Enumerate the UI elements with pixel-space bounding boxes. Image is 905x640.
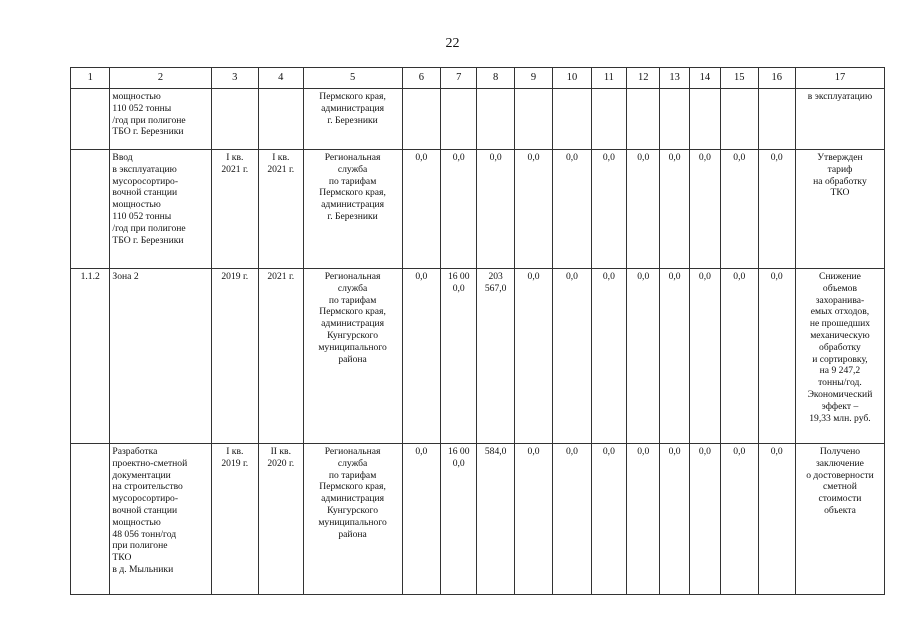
row-measure: Зона 2 xyxy=(110,269,211,444)
table-row xyxy=(71,150,885,269)
header-cell: 3 xyxy=(211,68,259,89)
row-value: 0,0 xyxy=(689,269,720,444)
row-result: Получено заключение о достоверности сметной стоимости объекта xyxy=(795,444,884,595)
row-value: 16 00 0,0 xyxy=(441,269,477,444)
table-row xyxy=(71,269,885,444)
row-value: 0,0 xyxy=(402,150,440,269)
row-value xyxy=(477,89,514,150)
row-code xyxy=(71,150,110,269)
row-value: 0,0 xyxy=(402,269,440,444)
row-result: Снижение объемов захоранива- емых отходов, не прошедших механическую обработку и сортировку, на 9 247,2 тонны/год. Экономический эффект – 19,33 млн. руб. xyxy=(795,269,884,444)
row-value: 0,0 xyxy=(660,269,689,444)
row-end-date: I кв. 2021 г. xyxy=(259,150,303,269)
header-cell: 12 xyxy=(627,68,660,89)
row-measure: Ввод в эксплуатацию мусоросортиро- вочной станции мощностью 110 052 тонны /год при полигоне ТБО г. Березники xyxy=(110,150,211,269)
row-end-date: 2021 г. xyxy=(259,269,303,444)
row-value: 0,0 xyxy=(627,444,660,595)
row-value: 0,0 xyxy=(514,269,552,444)
header-cell: 6 xyxy=(402,68,440,89)
table-row xyxy=(71,444,885,595)
table-row xyxy=(71,89,885,150)
row-value: 0,0 xyxy=(591,269,626,444)
row-end-date: II кв. 2020 г. xyxy=(259,444,303,595)
row-value xyxy=(721,89,758,150)
row-executor: Региональная служба по тарифам Пермского края, администрация Кунгурского муниципального района xyxy=(303,269,402,444)
row-value: 0,0 xyxy=(514,444,552,595)
row-value xyxy=(660,89,689,150)
row-value xyxy=(758,89,795,150)
row-value: 0,0 xyxy=(627,150,660,269)
row-measure: Разработка проектно-сметной документации на строительство мусоросортиро- вочной станции мощностью 48 056 тонн/год при полигоне ТКО в д. Мыльники xyxy=(110,444,211,595)
header-cell: 9 xyxy=(514,68,552,89)
row-executor: Пермского края, администрация г. Березники xyxy=(303,89,402,150)
row-value: 0,0 xyxy=(660,444,689,595)
header-cell: 13 xyxy=(660,68,689,89)
row-value: 0,0 xyxy=(758,269,795,444)
row-value: 0,0 xyxy=(591,444,626,595)
row-start-date: 2019 г. xyxy=(211,269,259,444)
row-value: 0,0 xyxy=(441,150,477,269)
row-start-date: I кв. 2019 г. xyxy=(211,444,259,595)
row-value: 0,0 xyxy=(553,444,591,595)
header-cell: 2 xyxy=(110,68,211,89)
row-value: 0,0 xyxy=(514,150,552,269)
row-value xyxy=(553,89,591,150)
row-end-date xyxy=(259,89,303,150)
row-executor: Региональная служба по тарифам Пермского края, администрация г. Березники xyxy=(303,150,402,269)
header-row xyxy=(71,68,885,89)
row-value: 0,0 xyxy=(627,269,660,444)
row-value: 0,0 xyxy=(758,150,795,269)
header-cell: 15 xyxy=(721,68,758,89)
header-cell: 4 xyxy=(259,68,303,89)
row-value: 16 00 0,0 xyxy=(441,444,477,595)
header-cell: 17 xyxy=(795,68,884,89)
row-value xyxy=(441,89,477,150)
row-value xyxy=(591,89,626,150)
row-value: 0,0 xyxy=(553,269,591,444)
measures-table xyxy=(70,67,885,595)
header-cell: 14 xyxy=(689,68,720,89)
row-value xyxy=(402,89,440,150)
page-number: 22 xyxy=(445,36,460,51)
row-value: 0,0 xyxy=(553,150,591,269)
row-code xyxy=(71,89,110,150)
row-value: 0,0 xyxy=(402,444,440,595)
row-value: 0,0 xyxy=(721,150,758,269)
row-value xyxy=(627,89,660,150)
row-value: 0,0 xyxy=(477,150,514,269)
header-cell: 8 xyxy=(477,68,514,89)
row-value: 0,0 xyxy=(721,269,758,444)
header-cell: 1 xyxy=(71,68,110,89)
row-measure: мощностью 110 052 тонны /год при полигоне ТБО г. Березники xyxy=(110,89,211,150)
row-value xyxy=(689,89,720,150)
row-value xyxy=(514,89,552,150)
row-code xyxy=(71,444,110,595)
row-result: в эксплуатацию xyxy=(795,89,884,150)
header-cell: 10 xyxy=(553,68,591,89)
row-value: 0,0 xyxy=(689,444,720,595)
row-start-date: I кв. 2021 г. xyxy=(211,150,259,269)
row-value: 0,0 xyxy=(591,150,626,269)
row-value: 0,0 xyxy=(689,150,720,269)
row-value: 0,0 xyxy=(660,150,689,269)
header-cell: 16 xyxy=(758,68,795,89)
header-cell: 11 xyxy=(591,68,626,89)
row-value: 0,0 xyxy=(758,444,795,595)
row-value: 0,0 xyxy=(721,444,758,595)
header-cell: 7 xyxy=(441,68,477,89)
row-start-date xyxy=(211,89,259,150)
header-cell: 5 xyxy=(303,68,402,89)
row-code: 1.1.2 xyxy=(71,269,110,444)
row-executor: Региональная служба по тарифам Пермского края, администрация Кунгурского муниципального района xyxy=(303,444,402,595)
row-value: 584,0 xyxy=(477,444,514,595)
row-value: 203 567,0 xyxy=(477,269,514,444)
row-result: Утвержден тариф на обработку ТКО xyxy=(795,150,884,269)
